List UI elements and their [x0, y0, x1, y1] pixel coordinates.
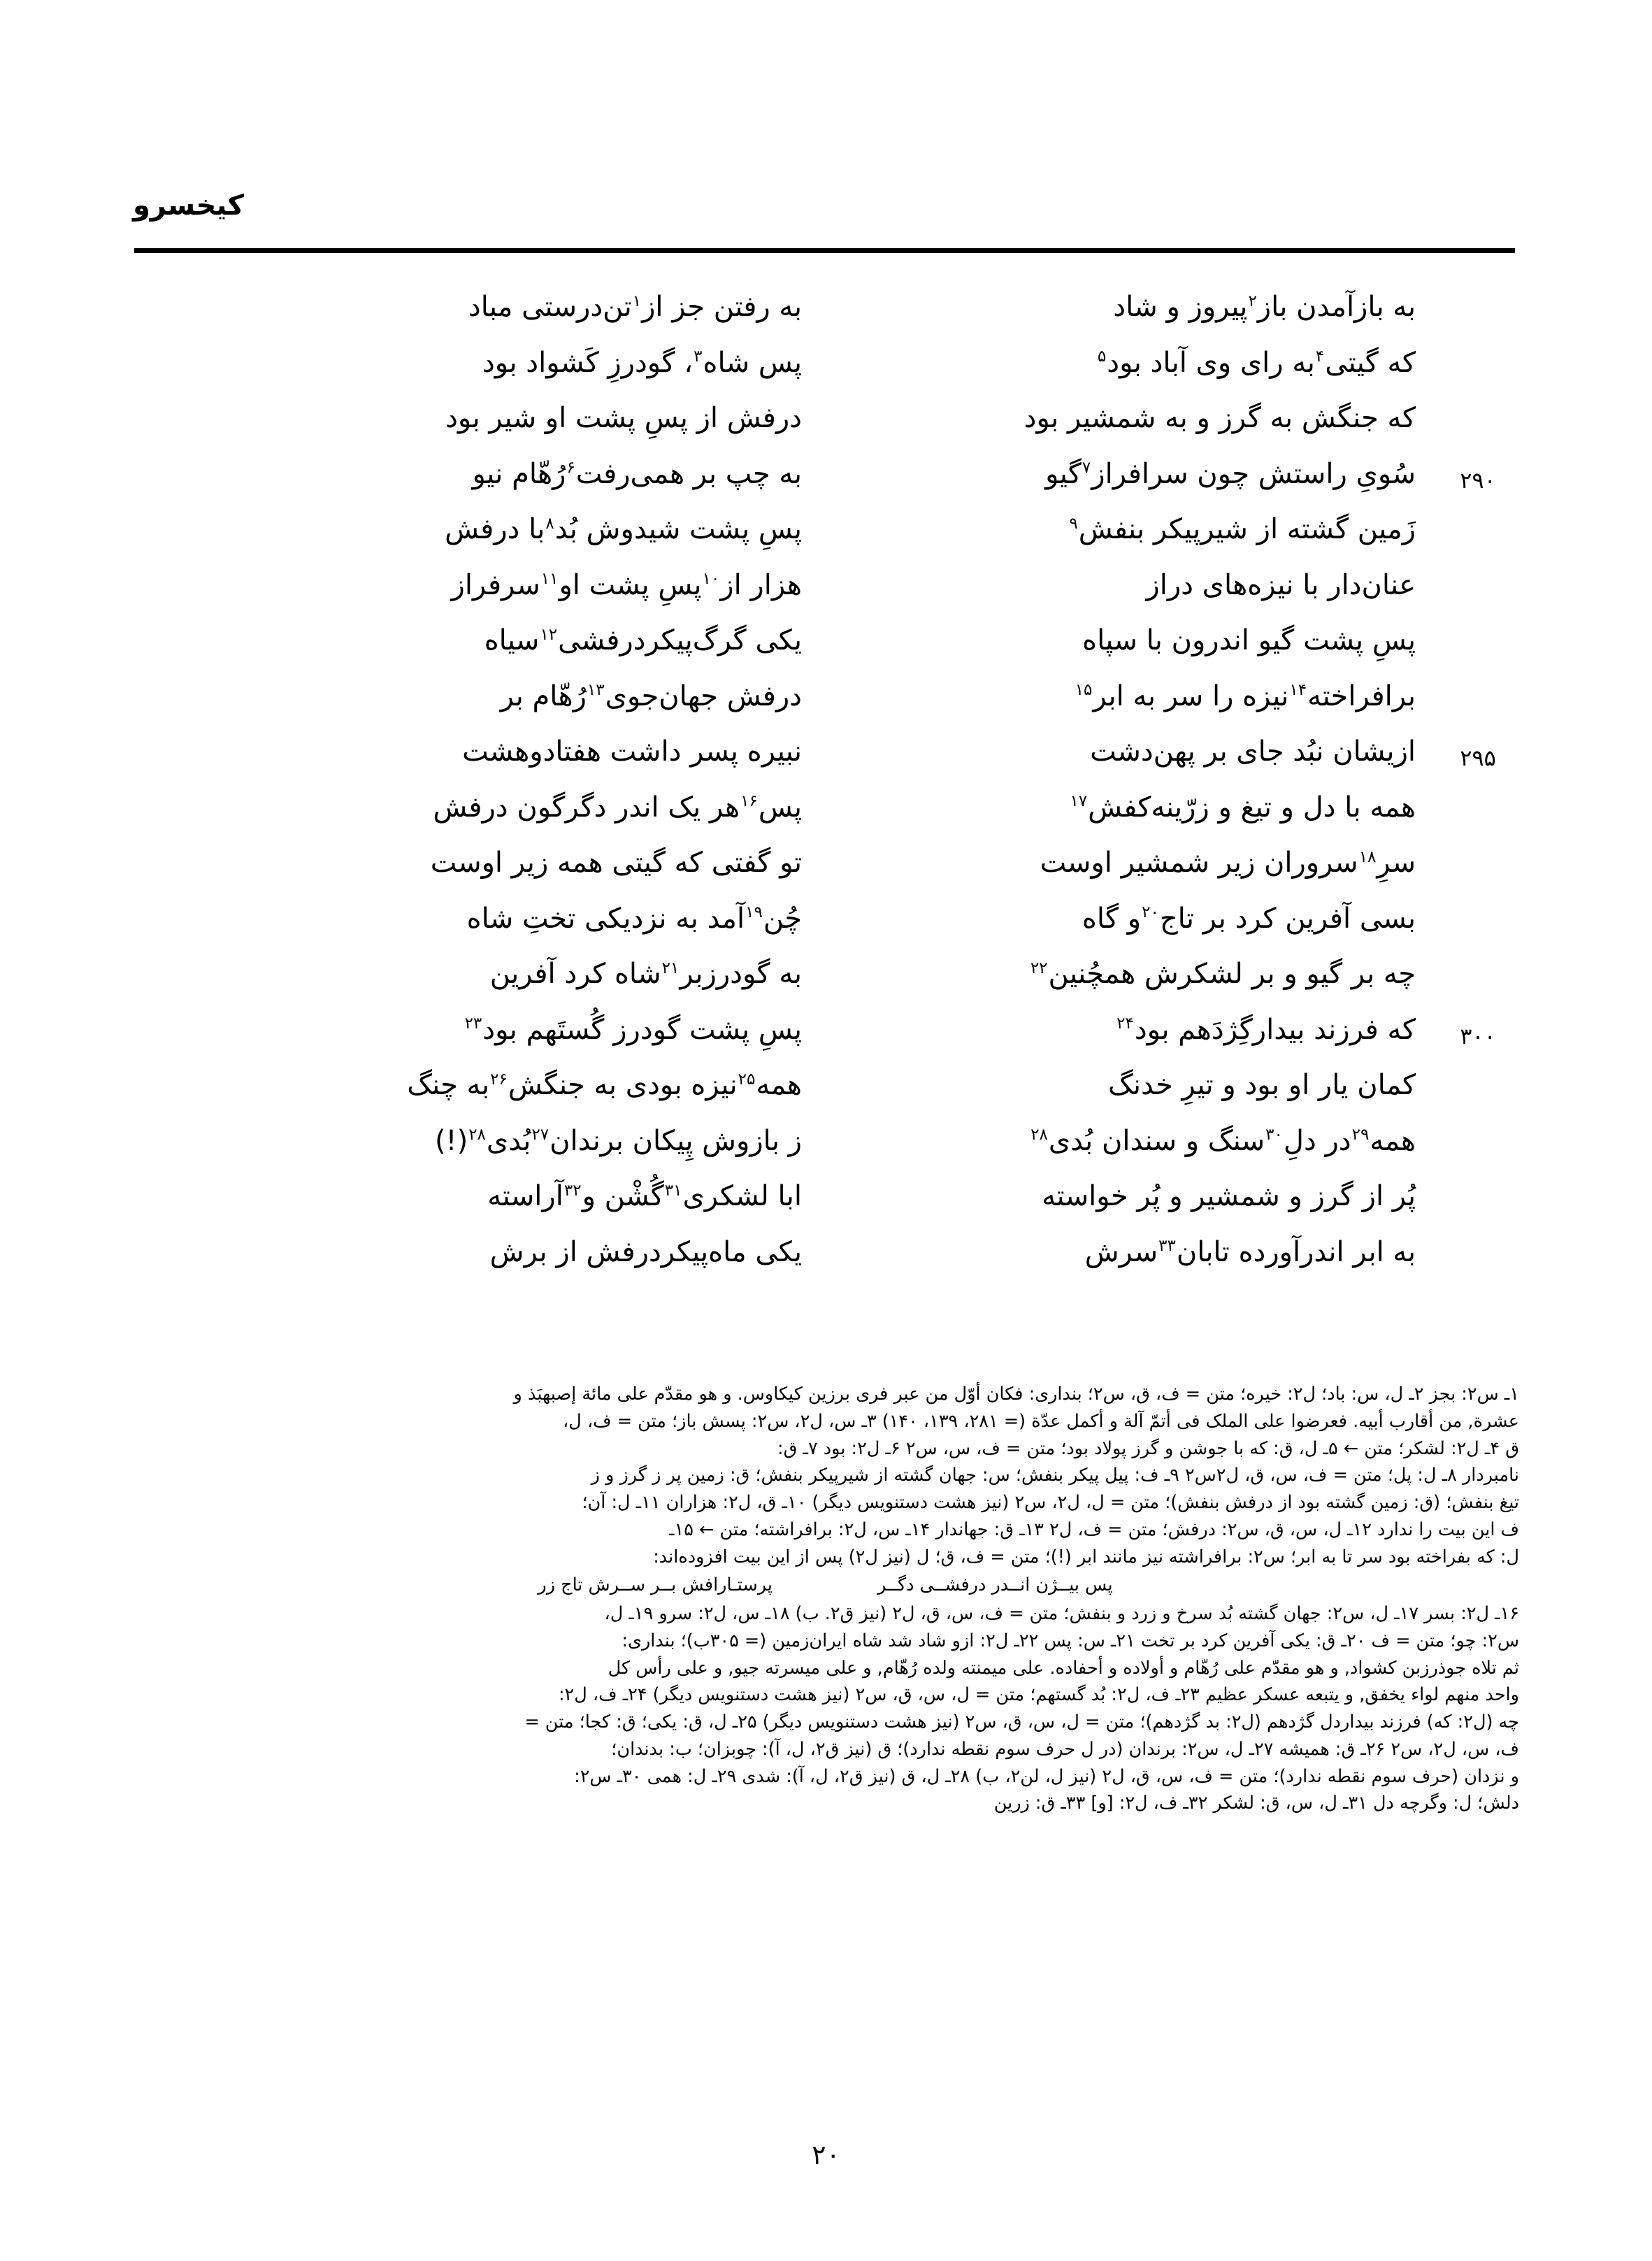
apparatus-line: ثم تلاه جوذرزبن کشواد, و هو مقدّم علی رُهّام و أولاده و أحفاده. علی میمنته ولده رُهّام, و علی میسرته جیو, و علی رأس کل: [608, 1657, 1519, 1679]
hemistich-b: پُر از گرز و شمشیر و پُر خواسته: [1042, 1180, 1416, 1212]
verse-line: [135, 401, 1519, 457]
hemistich-b: بسی آفرین کرد بر تاج$^{۲۰}$و گاه: [1082, 902, 1416, 935]
footnote-marker: ۲۸: [1030, 1126, 1048, 1144]
verse-body: [135, 290, 1519, 1291]
hemistich-b: به ابر اندرآورده تابان$^{۳۳}$سرش: [1084, 1235, 1416, 1268]
apparatus-line: ل: که بفراخته بود سر تا به ابر؛ س۲: برافراشته نیز مانند ابر (!)؛ متن = ف، ق؛ ل (نیز ل۲) پس از این بیت افزوده‌اند:: [653, 1546, 1519, 1567]
line-number: [1437, 290, 1519, 300]
hemistich-b: پسِ پشت گیو اندرون با سپاه: [1082, 624, 1416, 656]
folio-number: ۲۰: [812, 2139, 840, 2170]
line-number: [1437, 846, 1519, 856]
verse-line: [135, 568, 1519, 624]
footnote-marker: ۹: [1069, 514, 1078, 533]
footnote-marker: ۱۸: [1358, 847, 1377, 866]
apparatus-line: ۱ـ س۲: بجز ۲ـ ل، س: باد؛ ل۲: خیره؛ متن = ف، ق، س۲؛ بنداری: فکان أوّل من عبر فری برزین کیکاوس. و هو مقدّم علی مائة إصبهبَذ و: [513, 1384, 1519, 1405]
verse-line: [135, 290, 1519, 346]
footnote-marker: ۳۰: [1265, 1126, 1283, 1144]
hemistich-b: برافراخته$^{۱۴}$نیزه را سر به ابر$^{۱۵}$: [1075, 680, 1416, 712]
line-number: ۳۰۰: [1460, 1022, 1496, 1049]
apparatus-criticus: [131, 1381, 1519, 1817]
hemistich-a: چُن$^{۱۹}$آمد به نزدیکی تختِ شاه: [466, 902, 802, 935]
line-number: [1437, 902, 1519, 912]
apparatus-line: و نزدان (حرف سوم نقطه ندارد)؛ متن = ف، س، ق، ل۲ (نیز ل، لن۲، ب) ۲۸ـ ل، ق (نیز ق۲، ل، آ): شدی ۲۹ـ ل: همی ۳۰ـ س۲:: [574, 1765, 1519, 1787]
hemistich-a: درفش از پسِ پشت او شیر بود: [445, 402, 802, 434]
verse-line: [135, 1235, 1519, 1291]
verse-line: [135, 846, 1519, 902]
verse-line: [135, 457, 1519, 513]
line-number: [1437, 680, 1519, 689]
footnote-marker: ۳۱: [664, 1181, 682, 1200]
line-number: ۲۹۰: [1460, 466, 1496, 494]
apparatus-line: عشرة, من أقارب أبیه. فعرضوا علی الملک فی أتمّ آلة و أکمل عدّة (= ۲۸۱، ۱۳۹، ۱۴۰) ۳ـ س، ل۲، س۲: پسش باز؛ متن = ف، ل،: [563, 1410, 1519, 1432]
footnote-marker: ۱۰: [702, 570, 720, 589]
footnote-marker: ۲۹: [1351, 1126, 1370, 1144]
footnote-marker: ۲۱: [661, 959, 680, 977]
hemistich-a: نبیره پسر داشت هفتادوهشت: [462, 735, 802, 768]
hemistich-a: پس شاه$^۳$، گودرزِ کَشواد بود: [482, 346, 802, 379]
apparatus-line: ق ۴ـ ل۲: لشکر؛ متن ← ۵ـ ل، ق: که با جوشن و گرز پولاد بود؛ متن = ف، س، س۲ ۶ـ ل۲: بود ۷ـ ق:: [777, 1437, 1519, 1459]
inset-hemistich-left: پرستـارافش بــر ســرش تاج زر: [538, 1574, 773, 1596]
line-number: ۲۹۵: [1460, 745, 1496, 771]
footnote-marker: ۱۱: [540, 570, 559, 589]
hemistich-a: به چپ بر همی‌رفت$^۶$رُهّام نیو: [472, 457, 802, 490]
hemistich-b: که جنگش به گرز و به شمشیر بود: [1023, 402, 1416, 434]
footnote-marker: ۱۹: [745, 903, 763, 922]
apparatus-inset-verse: [131, 1570, 1519, 1600]
footnote-marker: ۲۳: [464, 1014, 482, 1033]
hemistich-a: به رفتن جز از$^۱$تن‌درستی مباد: [468, 291, 802, 323]
hemistich-b: چه بر گیو و بر لشکرش همچُنین$^{۲۲}$: [1030, 958, 1416, 990]
verse-line: [135, 624, 1519, 680]
hemistich-a: ابا لشکری$^{۳۱}$گُشْن و$^{۳۲}$آراسته: [487, 1180, 802, 1212]
line-number: [1437, 1179, 1519, 1189]
footnote-marker: ۲۶: [490, 1070, 508, 1089]
verse-line: [135, 1179, 1519, 1235]
footnote-marker: ۳۲: [563, 1181, 582, 1200]
hemistich-a: پسِ پشت گودرز گُستَهم بود$^{۲۳}$: [464, 1013, 802, 1046]
footnote-marker: ۴: [1315, 347, 1325, 366]
hemistich-b: ازیشان نبُد جای بر پهن‌دشت: [1090, 735, 1416, 768]
inset-hemistich-right: پس بیــژن انــدر درفشــی دگــر: [877, 1574, 1113, 1596]
hemistich-a: هزار از$^{۱۰}$پسِ پشت او$^{۱۱}$سرفراز: [451, 568, 802, 601]
hemistich-b: همه$^{۲۹}$در دلِ$^{۳۰}$سنگ و سندان بُدی$^{۲۸}$: [1030, 1124, 1416, 1157]
footnote-marker: ۲۵: [738, 1070, 756, 1089]
verse-line: [135, 1013, 1519, 1069]
footnote-marker: ۲۰: [1142, 903, 1159, 922]
line-number: [1437, 791, 1519, 801]
verse-line: [135, 735, 1519, 791]
footnote-marker: ۲: [1248, 292, 1257, 310]
hemistich-a: درفش جهان‌جوی$^{۱۳}$رُهّام بر: [500, 680, 802, 712]
header-rule: [134, 248, 1515, 253]
verse-line: [135, 1068, 1519, 1124]
hemistich-b: که گیتی$^۴$به رای وی آباد بود$^۵$: [1097, 346, 1416, 379]
footnote-marker: ۵: [1097, 347, 1107, 366]
hemistich-b: همه با دل و تیغ و زرّینه‌کفش$^{۱۷}$: [1070, 791, 1416, 824]
line-number: [1437, 1235, 1519, 1245]
apparatus-line: نامبردار ۸ـ ل: پل؛ متن = ف، س، ق، ل۲س۲ ۹ـ ف: پیل پیکر بنفش؛ س: جهان گشته از شیرپیکر بنفش؛ ق: زمین پر ز گرز و ز: [591, 1465, 1519, 1486]
apparatus-line: چه (ل۲: که) فرزند بیداردل گژدهم (ل۲: بد گژدهم)؛ متن = ل، س، ق، س۲ (نیز هشت دستنویس دیگر) ۲۵ـ ل، ق: یکی؛ ق: کجا؛ متن =: [524, 1711, 1519, 1732]
footnote-marker: ۱۲: [540, 625, 558, 644]
footnote-marker: ۷: [1082, 459, 1091, 478]
verse-line: [135, 957, 1519, 1013]
footnote-marker: ۱۷: [1070, 792, 1088, 811]
verse-line: [135, 902, 1519, 958]
line-number: [1437, 957, 1519, 967]
footnote-marker: ۱۴: [1289, 681, 1307, 700]
footnote-marker: ۲۴: [1116, 1014, 1134, 1033]
verse-line: [135, 346, 1519, 402]
hemistich-a: پس$^{۱۶}$هر یک اندر دگرگون درفش: [433, 791, 802, 824]
hemistich-a: همه$^{۲۵}$نیزه بودی به جنگش$^{۲۶}$به چنگ: [407, 1069, 802, 1101]
apparatus-line: واحد منهم لواء یخفق, و یتبعه عسکر عظیم ۲۳ـ ف، ل۲: بُد گستهم؛ متن = ل، س، ق، س۲ (نیز هشت دستنویس دیگر) ۲۴ـ ف، ل۲:: [558, 1684, 1519, 1706]
hemistich-b: کمان یار او بود و تیرِ خدنگ: [1108, 1069, 1416, 1101]
line-number: [1437, 401, 1519, 411]
running-head-title: کیخسرو: [133, 189, 244, 222]
hemistich-b: به بازآمدن باز$^۲$پیروز و شاد: [1113, 291, 1416, 323]
verse-line: [135, 680, 1519, 735]
verse-line: [135, 512, 1519, 568]
apparatus-line: ف این بیت را ندارد ۱۲ـ ل، س، ق، س۲: درفش؛ متن = ف، ل۲ ۱۳ـ ق: جهاندار ۱۴ـ س، ل۲: برافراشته؛ متن ← ۱۵ـ: [669, 1519, 1519, 1540]
apparatus-line: ۱۶ـ ل۲: بسر ۱۷ـ ل، س۲: جهان گشته بُد سرخ و زرد و بنفش؛ متن = ف، س، ق، ل۲ (نیز ق۲. ب) ۱۸ـ س، ل۲: سرو ۱۹ـ ل،: [604, 1603, 1519, 1624]
line-number: [1437, 1068, 1519, 1078]
footnote-marker: ۳۳: [1158, 1237, 1176, 1256]
running-head: [133, 190, 1519, 221]
verse-line: [135, 791, 1519, 847]
line-number: [1437, 624, 1519, 633]
footnote-marker: ۲۲: [1030, 959, 1048, 977]
footnote-marker: ۱۳: [587, 681, 605, 700]
footnote-marker: ۱: [632, 292, 642, 310]
apparatus-line: ف، س، ل۲، س۲ ۲۶ـ ق: همیشه ۲۷ـ ل، س۲: برندان (در ل حرف سوم نقطه ندارد)؛ ق (نیز ق۲، ل، آ): چوبزان؛ ب: بدندان؛: [611, 1738, 1519, 1760]
line-number: [1437, 1124, 1519, 1134]
hemistich-b: که فرزند بیدارگِژدَهم بود$^{۲۴}$: [1116, 1013, 1416, 1046]
hemistich-b: سرِ$^{۱۸}$سروران زیر شمشیر اوست: [1040, 847, 1416, 879]
line-number: [1437, 568, 1519, 578]
line-number: [1437, 346, 1519, 356]
footnote-marker: ۱۶: [740, 792, 758, 811]
hemistich-a: پسِ پشت شیدوش بُد$^۸$با درفش: [445, 513, 802, 545]
hemistich-b: سُویِ راستش چون سرافراز$^۷$گیو: [1045, 457, 1416, 490]
hemistich-b: زَمین گشته از شیرپیکر بنفش$^۹$: [1069, 513, 1416, 545]
hemistich-a: یکی ماه‌پیکردرفش از برش: [489, 1235, 802, 1268]
footnote-marker: ۲۸: [468, 1126, 486, 1144]
footnote-marker: ۱۵: [1075, 681, 1093, 700]
hemistich-a: ز بازوش پِیکان برندان$^{۲۷}$بُدی$^{۲۸}$(!): [434, 1124, 802, 1157]
apparatus-line: دلش؛ ل: وگرچه دل ۳۱ـ ل، س، ق: لشکر ۳۲ـ ف، ل۲: [و] ۳۳ـ ق: زرین: [993, 1793, 1519, 1814]
footnote-marker: ۳: [694, 347, 703, 366]
line-number: [1437, 512, 1519, 522]
footnote-marker: ۶: [566, 459, 575, 478]
hemistich-a: به گودرزبر$^{۲۱}$شاه کرد آفرین: [489, 958, 802, 990]
hemistich-a: یکی گرگ‌پیکردرفشی$^{۱۲}$سیاه: [484, 624, 802, 656]
verse-line: [135, 1124, 1519, 1180]
hemistich-a: تو گفتی که گیتی همه زیر اوست: [430, 847, 802, 879]
footnote-marker: ۸: [545, 514, 554, 533]
apparatus-line: س۲: چو؛ متن = ف ۲۰ـ ق: یکی آفرین کرد بر تخت ۲۱ـ س: پس ۲۲ـ ل۲: ازو شاد شد شاه ایران‌زمین (= ۳۰۵ب)؛ بنداری:: [622, 1630, 1519, 1651]
hemistich-b: عنان‌دار با نیزه‌های دراز: [1146, 568, 1416, 601]
footnote-marker: ۲۷: [531, 1126, 550, 1144]
apparatus-line: تیغ بنفش؛ (ق: زمین گشته بود از درفش بنفش)؛ متن = ل، ل۲، س۲ (نیز هشت دستنویس دیگر) ۱۰ـ ق، ل۲: هزاران ۱۱ـ ل: آن؛: [582, 1492, 1519, 1513]
